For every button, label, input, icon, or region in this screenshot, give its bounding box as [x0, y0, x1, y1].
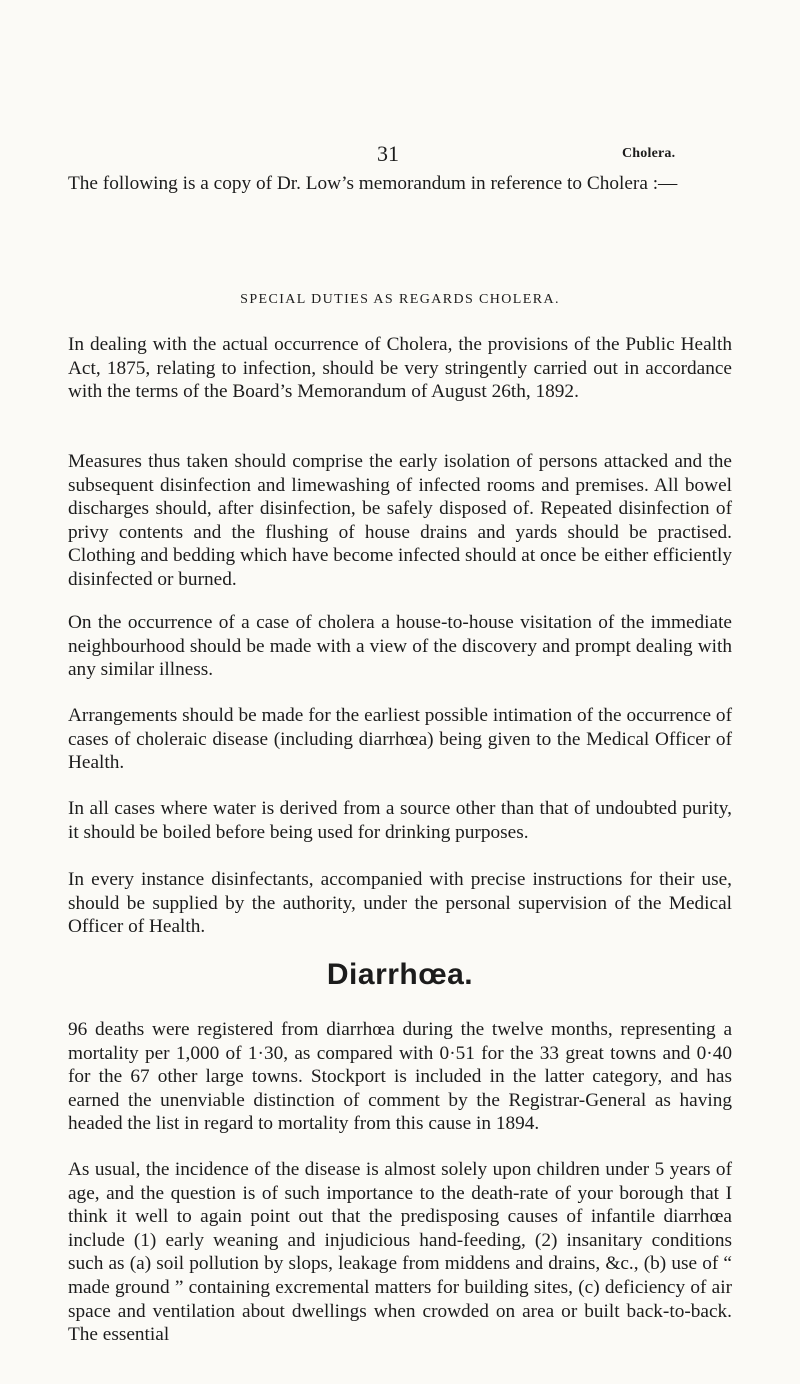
diarrhoea-paragraph-1: 96 deaths were registered from diarrhœa during the twelve months, representing a mortality per 1,000 of 1·30, as compared with 0·51 for the 33 great towns and 0·40 for the 67 other large towns. Stockport is included in the latter category, and has earned the unenviable distinction of comment by the Registrar-General as having headed the list in regard to mortality from this cause in 1894.	[68, 1019, 732, 1135]
memo-paragraph-3: On the occurrence of a case of cholera a house-to-house visitation of the immediate neighbourhood should be made with a view of the discovery and prompt dealing with any similar illness.	[68, 612, 732, 681]
page-number: 31	[377, 141, 399, 166]
memo-paragraph-4: Arrangements should be made for the earliest possible intimation of the occurrence of cases of choleraic disease (including diarrhœa) being given to the Medical Officer of Health.	[68, 705, 732, 774]
diarrhoea-paragraph-2: As usual, the incidence of the disease is almost solely upon children under 5 years of age, and the question is of such importance to the death-rate of your borough that I think it well to again point out that the predisposing causes of infantile diarrhœa include (1) early weaning and injudicious hand-feeding, (2) insanitary conditions such as (a) soil pollution by slops, leakage from middens and drains, &c., (b) use of “ made ground ” containing excremental matters for building sites, (c) deficiency of air space and ventilation about dwellings when crowded on area or built back-to-back. The essential	[68, 1159, 732, 1346]
section-heading-diarrhoea: Diarrhœa.	[326, 958, 474, 991]
memo-paragraph-5: In all cases where water is derived from a source other than that of undoubted purity, it should be boiled before being used for drinking purposes.	[68, 798, 732, 843]
memo-paragraph-6: In every instance disinfectants, accompanied with precise instructions for their use, should be supplied by the authority, under the personal supervision of the Medical Officer of Health.	[68, 869, 732, 938]
memo-title: SPECIAL DUTIES AS REGARDS CHOLERA.	[240, 292, 560, 307]
memo-paragraph-2: Measures thus taken should comprise the early isolation of persons attacked and the subsequent disinfection and limewashing of infected rooms and premises. All bowel discharges should, after disinfection, be safely disposed of. Repeated disinfection of privy contents and the flushing of house drains and yards should be practised. Clothing and bedding which have become infected should at once be either efficiently disinfected or burned.	[68, 451, 732, 590]
intro-paragraph: The following is a copy of Dr. Low’s memorandum in reference to Cholera :—	[68, 173, 678, 194]
memo-paragraph-1: In dealing with the actual occurrence of Cholera, the provisions of the Public Health Act, 1875, relating to infection, should be very stringently carried out in accordance with the terms of the Board’s Memorandum of August 26th, 1892.	[68, 334, 732, 403]
running-head: Cholera.	[622, 146, 676, 161]
